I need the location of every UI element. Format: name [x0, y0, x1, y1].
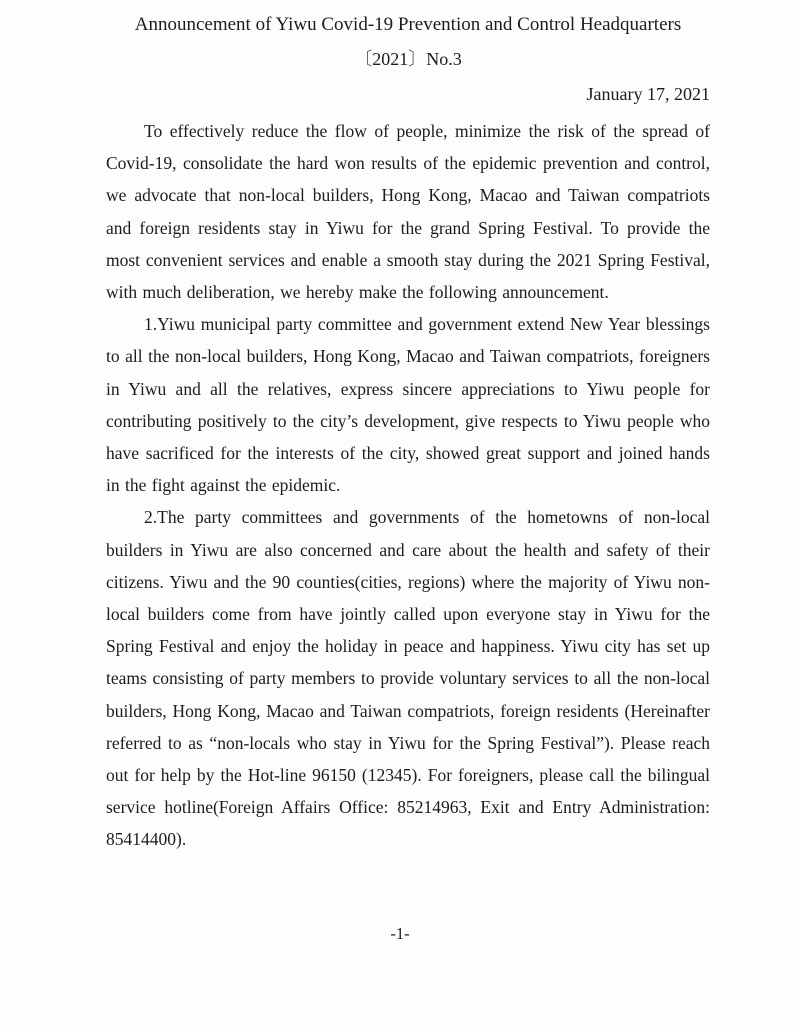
document-date: January 17, 2021 [586, 84, 710, 104]
paragraph-item-1: 1.Yiwu municipal party committee and government extend New Year blessings to all the non-local builders, Hong Kong, Macao and Taiwan compatriots, foreigners in Yiwu and all the relatives, express sincere appreciations to Yiwu people for contributing positively to the city’s development, give respects to Yiwu people who have sacrificed for the interests of the city, showed great support and joined hands in the fight against the epidemic. [106, 314, 710, 496]
paragraph-intro: To effectively reduce the flow of people, minimize the risk of the spread of Covid-19, consolidate the hard won results of the epidemic prevention and control, we advocate that non-local builders, Hong Kong, Macao and Taiwan compatriots and foreign residents stay in Yiwu for the grand Spring Festival. To provide the most convenient services and enable a smooth stay during the 2021 Spring Festival, with much deliberation, we hereby make the following announcement. [106, 121, 710, 303]
document-number: 〔2021〕No.3 [354, 49, 462, 69]
page-number: -1- [390, 924, 410, 943]
document-title: Announcement of Yiwu Covid-19 Prevention and Control Headquarters [134, 14, 682, 35]
document-content [106, 8, 710, 856]
document-body [106, 115, 710, 856]
paragraph-item-2: 2.The party committees and governments of the hometowns of non-local builders in Yiwu are also concerned and care about the health and safety of their citizens. Yiwu and the 90 counties(cities, regions) where the majority of Yiwu non-local builders come from have jointly called upon everyone stay in Yiwu for the Spring Festival and enjoy the holiday in peace and happiness. Yiwu city has set up teams consisting of party members to provide voluntary services to all the non-local builders, Hong Kong, Macao and Taiwan compatriots, foreign residents (Hereinafter referred to as “non-locals who stay in Yiwu for the Spring Festival”). Please reach out for help by the Hot-line 96150 (12345). For foreigners, please call the bilingual service hotline(Foreign Affairs Office: 85214963, Exit and Entry Administration: 85414400). [106, 507, 710, 850]
